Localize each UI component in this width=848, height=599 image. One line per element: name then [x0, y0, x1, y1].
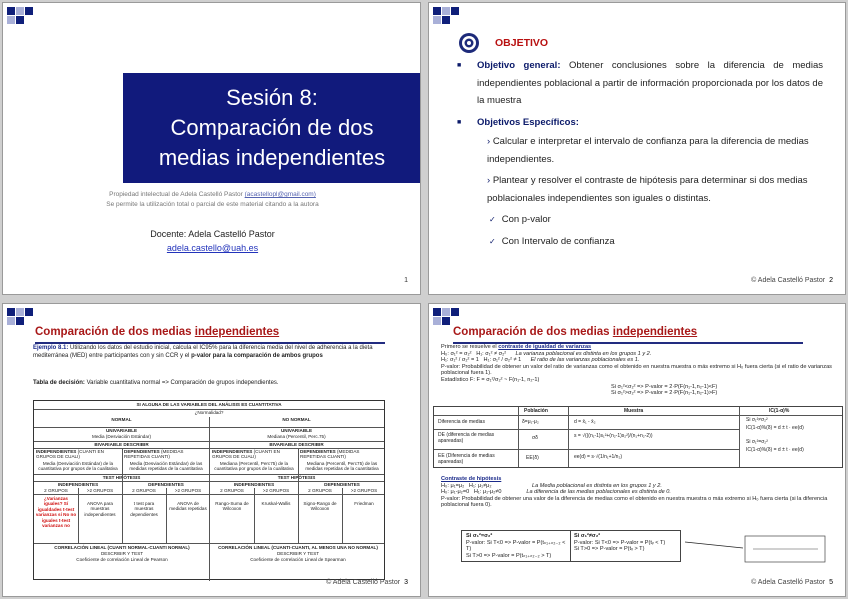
slide-heading: Comparación de dos medias independientes — [453, 326, 698, 338]
objective-heading: OBJETIVO — [495, 37, 549, 49]
page-number: 1 — [404, 277, 408, 284]
formula-table: Población Muestra IC(1-α)% Diferencia de medias DE (diferencia de medias apareadas) EE (Diferencia de medias apareadas) δ=μ₁-μ₂ σδ EE(δ) d = x̄₁ - x̄₂ s = √(((n₁-1)s₁²+(n₂-1)s₂²)/(n₁+n₂-2)) ee(d) = s·√(1/n₁+1/n₂) Si σ₁²≠σ₂² IC(1-α)%(δ) = d ± t · ee(d) Si σ₁²=σ₂² IC(1-α)%(δ) = d ± t · ee(d) — [433, 406, 843, 468]
example-text: Ejemplo 8.1: Utilizando los datos del estudio inicial, calcula el IC95% para la diferencia media del nivel de adherencia a la dieta mediterránea (MED) entre participantes con y sin CCR y el p-valor para la comparación de ambos grupos — [33, 345, 373, 359]
decision-table: SI ALGUNA DE LAS VARIABLES DEL ANÁLISIS ES CUANTITATIVA ¿Normalidad? NORMAL NO NORMAL UNIVARIABLE UNIVARIABLE Media (Desviación Estándar) Mediana (Percentil, Perc.75) BIVARIABLE DESCRIBIR BIVARIABLE DESCRIBIR INDEPENDIENTES (CUANTI EN GRUPOS DE CUALI) DEPENDIENTES (MEDIDAS REPETIDAS CUANTI) INDEPENDIENTES (CUANTI EN GRUPOS DE CUALI) DEPENDIENTES (MEDIDAS REPETIDAS CUANTI) Media (Desviación Estándar) de la cuantitativa por grupos de la cualitativa Media (Desviación Estándar) de las medidas repetidas de la cuantitativa Mediana (Percentil, Perc75) de la cuantitativa por grupos de la cualitativa Mediana (Percentil, Perc75) de las medidas repetidas de la cuantitativa TEST HIPÓTESIS TEST HIPÓTESIS INDEPENDIENTES DEPENDIENTES INDEPENDIENTES DEPENDIENTES 2 GRUPOS >2 GRUPOS 2 GRUPOS >2 GRUPOS 2 GRUPOS >2 GRUPOS 2 GRUPOS >2 GRUPOS ¿Varianzas iguales? Sí igualdades t-test varianzas sí No no iguales t-test varianzas no ANOVA para muestras independientes t test para muestras dependientes ANOVA de medidas repetidas Rango-Suma de Wilcoxon Kruskal-Wallis Signo-Rango de Wilcoxon Friedman CORRELACIÓN LINEAL (CUANTI NORMAL-CUANTI NORMAL) DESCRIBIR Y TEST Coeficiente de correlación Lineal de Pearson CORRELACIÓN LINEAL (CUANTI-CUANTI, AL MENOS UNA NO NORMAL) DESCRIBIR Y TEST Coeficiente de correlación Lineal de Spearman — [33, 400, 385, 580]
slide-2 — [428, 2, 846, 295]
slide-heading: Comparación de dos medias independientes — [35, 326, 280, 338]
specific-objectives: ■ Objetivos Específicos: — [453, 114, 823, 132]
footer: © Adela Castelló Pastor 3 — [326, 579, 408, 586]
decision-text: Tabla de decisión: Variable cuantitativa normal => Comparación de grupos independientes. — [33, 380, 279, 386]
mean-contrast: Contraste de hipótesis H₀: μ₁=μ₂ H₁: μ₁≠μ₂ La Media poblacional es distinta en los grupos 1 y 2. H₀: μ₁-μ₂=0 H₁: μ₁-μ₂≠0 La diferencia de las medias poblacionales es distinta de 0. P-valor: Probabilidad de obtener una valor de la diferencia de medias como el obtenido en nuestra muestra o más extremo si H₀ fuera cierta (si la diferencia poblacional fuera 0). — [441, 476, 828, 509]
specific-item: › Plantear y resolver el contraste de hipótesis para determinar si dos medias poblacionales independientes son iguales o distintas. — [487, 175, 808, 204]
highlighted-cell: ¿Varianzas iguales? Sí igualdades t-test varianzas sí No no iguales t-test varianzas no — [35, 496, 77, 529]
footer: © Adela Castelló Pastor 2 — [751, 277, 833, 284]
specific-item: › Calcular e interpretar el intervalo de confianza para la diferencia de medias independientes. — [487, 136, 809, 165]
footer: © Adela Castelló Pastor 5 — [751, 579, 833, 586]
variance-test: Primero se resuelve el contraste de igualdad de varianzas H₀: σ₁² = σ₂² H₁: σ₁² ≠ σ₂² La varianza poblacional es distinta en los grupos 1 y 2. H₁: σ₁² / σ₂² = 1 H₁: σ₁² / σ₂² ≠ 1 El ratio de las varianzas poblacionales es 1. P-valor: Probabilidad de obtener un valor del ratio de varianzas como el obtenido en nuestra muestra o más extremo si H₀ fuera cierta (si el ratio de varianzas poblacional fuera 1). Estadístico F: F = σ₁²/σ₂² ~ F(n₁-1, n₂-1) Si σ₁²<σ₂² => P-valor = 2·P(F(n₁-1,n₂-1)<F) Si σ₁²>σ₂² => P-valor = 2·P(F(n₁-1,n₂-1)>F) — [441, 344, 832, 397]
pvalue-box: Si σ₁²=σ₂² P-valor: Si T<0 => P-valor = P(tₙ₁₊ₙ₂₋₂ < T) Si T>0 => P-valor = P(tₙ₁₊ₙ₂₋₂ > T) Si σ₁²≠σ₂² P-valor: Si T<0 => P-valor = P(tᵥ < T) Si T>0 => P-valor = P(tᵥ > T) — [461, 530, 681, 562]
slide-3 — [2, 303, 421, 597]
slide-title: Sesión 8: Comparación de dos medias independientes — [158, 85, 386, 170]
welch-arrow-icon — [683, 532, 833, 568]
corner-decoration — [433, 7, 473, 29]
square-bullet-icon: ■ — [457, 118, 462, 126]
target-icon — [458, 32, 480, 54]
ip-notice: Propiedad intelectual de Adela Castelló Pastor (acastellopl@gmail.com) — [109, 191, 316, 198]
check-icon: ✓ — [489, 215, 496, 224]
corner-decoration — [7, 7, 47, 29]
slide-1 — [2, 2, 421, 295]
objectives-body — [453, 57, 823, 250]
email-link[interactable]: adela.castello@uah.es — [166, 243, 259, 253]
permission-notice: Se permite la utilización total o parcial de este material citando a la autora — [106, 201, 319, 208]
check-icon: ✓ — [489, 236, 496, 246]
slide-5 — [428, 303, 846, 597]
chevron-right-icon: › — [487, 136, 491, 147]
general-objective: ■ Objetivo general: Obtener conclusiones sobre la diferencia de medias independientes poblacional a partir de información proporcionada por los datos de la muestra — [453, 57, 823, 110]
square-bullet-icon: ■ — [457, 62, 462, 69]
docente: Docente: Adela Castelló Pastor — [150, 229, 275, 239]
sub-item: ✓ Con Intervalo de confianza — [489, 235, 615, 247]
chevron-right-icon: › — [487, 175, 491, 186]
ip-email-link[interactable]: (acastellopl@gmail.com) — [244, 191, 316, 198]
sub-item: ✓ Con p-valor — [489, 214, 551, 225]
